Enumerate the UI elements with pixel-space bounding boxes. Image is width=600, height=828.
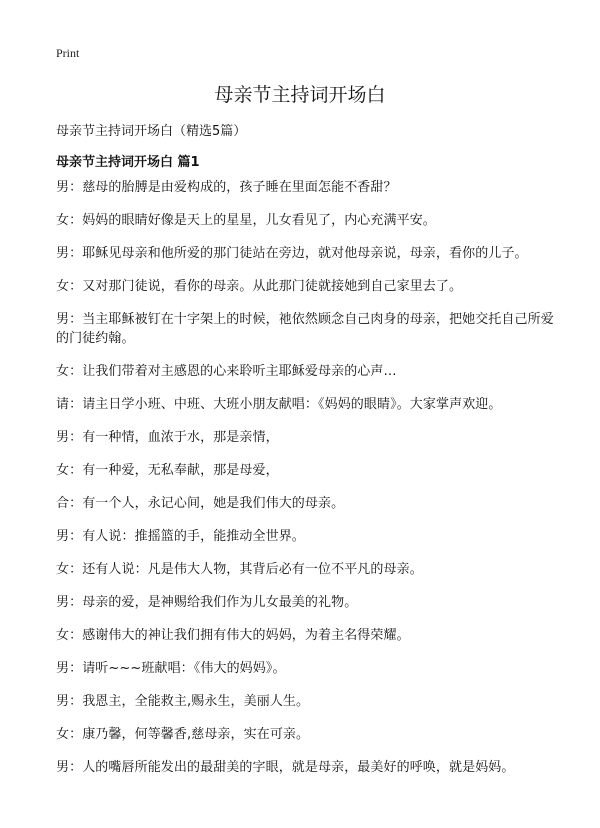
dialogue-line: 男：慈母的胎膊是由爱构成的，孩子睡在里面怎能不香甜？ xyxy=(56,180,397,195)
dialogue-line: 男：人的嘴唇所能发出的最甜美的字眼，就是母亲，最美好的呼唤，就是妈妈。 xyxy=(56,760,515,775)
dialogue-line: 女：妈妈的眼睛好像是天上的星星，儿女看见了，内心充满平安。 xyxy=(56,213,436,228)
dialogue-line: 男：母亲的爱，是神赐给我们作为儿女最美的礼物。 xyxy=(56,595,358,610)
dialogue-line: 请：请主日学小班、中班、大班小朋友献唱：《妈妈的眼睛》。大家掌声欢迎。 xyxy=(56,397,502,412)
dialogue-line: 男：请听~~~班献唱：《伟大的妈妈》。 xyxy=(56,661,286,676)
dialogue-line: 女：让我们带着对主感恩的心来聆听主耶稣爱母亲的心声… xyxy=(56,364,397,379)
dialogue-line: 男：有一种情，血浓于水，那是亲情， xyxy=(56,430,279,445)
dialogue-line: 合：有一个人，永记心间，她是我们伟大的母亲。 xyxy=(56,496,345,511)
dialogue-line: 男：有人说：推摇篮的手，能推动全世界。 xyxy=(56,529,305,544)
dialogue-line: 男：耶稣见母亲和他所爱的那门徒站在旁边，就对他母亲说，母亲，看你的儿子。 xyxy=(56,246,528,261)
section-heading: 母亲节主持词开场白 篇1 xyxy=(56,155,200,170)
dialogue-line: 男：我恩主，全能救主,赐永生，美丽人生。 xyxy=(56,694,310,709)
dialogue-line: 男：当主耶稣被钉在十字架上的时候，祂依然顾念自己肉身的母亲，把她交托自己所爱的门徒约翰。 xyxy=(56,312,554,346)
dialogue-line: 女：还有人说：凡是伟大人物，其背后必有一位不平凡的母亲。 xyxy=(56,562,423,577)
dialogue-line: 女：有一种爱，无私奉献，那是母爱， xyxy=(56,463,279,478)
dialogue-line: 女：康乃馨，何等馨香,慈母亲，实在可亲。 xyxy=(56,727,310,742)
dialogue-line: 女：感谢伟大的神让我们拥有伟大的妈妈，为着主名得荣耀。 xyxy=(56,628,410,643)
dialogue-line: 女：又对那门徒说，看你的母亲。从此那门徒就接她到自己家里去了。 xyxy=(56,279,463,294)
print-link[interactable]: Print xyxy=(56,46,80,60)
dialogue-list xyxy=(56,178,556,791)
page-title: 母亲节主持词开场白 xyxy=(214,84,386,106)
document-subtitle: 母亲节主持词开场白（精选5篇） xyxy=(56,124,247,139)
